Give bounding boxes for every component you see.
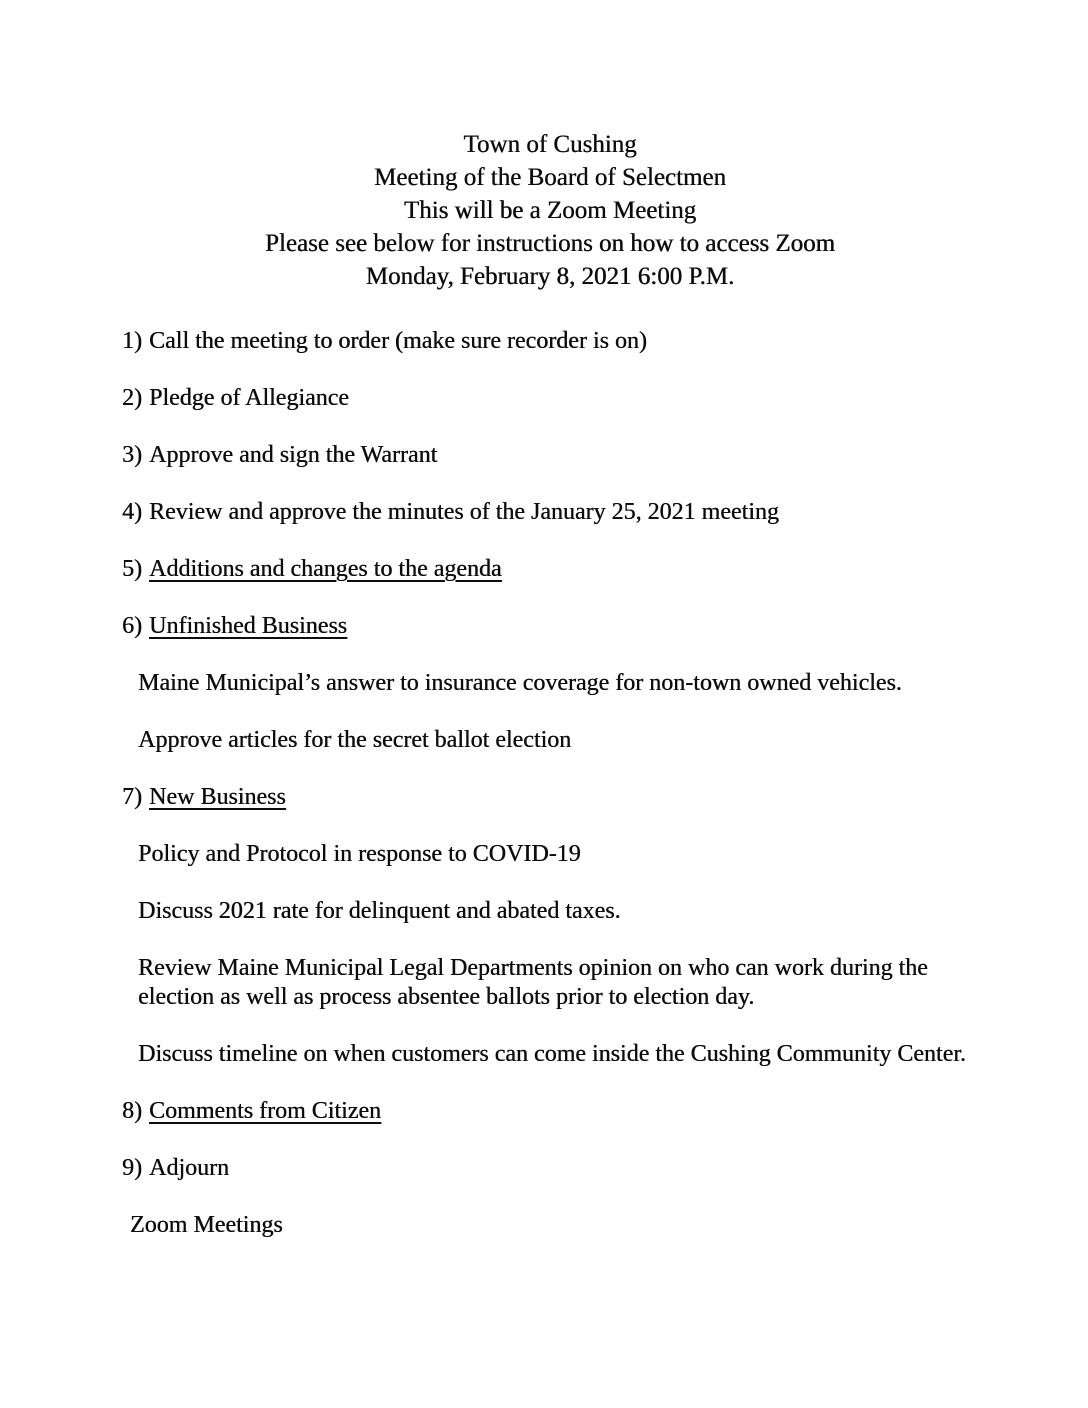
title-line-zoom-notice: This will be a Zoom Meeting xyxy=(403,197,697,224)
item-text: Approve articles for the secret ballot election xyxy=(138,727,572,753)
item-number: 7) xyxy=(122,784,142,810)
item-text-underlined: New Business xyxy=(149,784,286,810)
item-text: Review and approve the minutes of the January 25, 2021 meeting xyxy=(149,499,779,525)
item-text: Pledge of Allegiance xyxy=(149,385,349,411)
agenda-item-1 xyxy=(122,327,978,356)
item-text: Discuss timeline on when customers can come inside the Cushing Community Center. xyxy=(138,1041,966,1067)
item-number: 1) xyxy=(122,328,142,354)
agenda-item-8-comments xyxy=(122,1097,978,1126)
agenda-item-2 xyxy=(122,384,978,413)
item-text-underlined: Comments from Citizen xyxy=(149,1098,381,1124)
item-text: Maine Municipal’s answer to insurance coverage for non-town owned vehicles. xyxy=(138,670,902,696)
item-number: 4) xyxy=(122,499,142,525)
item-text: Policy and Protocol in response to COVID-19 xyxy=(138,841,581,867)
agenda-subitem-tax-rate xyxy=(122,897,978,926)
item-text: Adjourn xyxy=(149,1155,229,1181)
document-title-block xyxy=(122,128,978,293)
agenda-subitem-community-center xyxy=(122,1040,978,1069)
item-text: Approve and sign the Warrant xyxy=(149,442,438,468)
zoom-meetings-heading xyxy=(122,1211,978,1240)
agenda-item-5 xyxy=(122,555,978,584)
title-line-datetime: Monday, February 8, 2021 6:00 P.M. xyxy=(365,263,735,290)
agenda-item-3 xyxy=(122,441,978,470)
title-line-town: Town of Cushing xyxy=(463,131,637,158)
item-text-underlined: Unfinished Business xyxy=(149,613,347,639)
item-number: 9) xyxy=(122,1155,142,1181)
agenda-subitem-legal-opinion xyxy=(122,954,978,1012)
item-text: Zoom Meetings xyxy=(130,1212,283,1238)
item-text: Review Maine Municipal Legal Departments opinion on who can work during the election as well as process absentee ballots prior to election day. xyxy=(138,955,928,1010)
item-text-underlined: Additions and changes to the agenda xyxy=(149,556,502,582)
item-number: 2) xyxy=(122,385,142,411)
item-text: Discuss 2021 rate for delinquent and abated taxes. xyxy=(138,898,621,924)
agenda-item-4 xyxy=(122,498,978,527)
item-number: 5) xyxy=(122,556,142,582)
item-number: 8) xyxy=(122,1098,142,1124)
title-line-instructions: Please see below for instructions on how to access Zoom xyxy=(264,230,835,257)
item-text: Call the meeting to order (make sure recorder is on) xyxy=(149,328,647,354)
agenda-item-9-adjourn xyxy=(122,1154,978,1183)
item-number: 6) xyxy=(122,613,142,639)
item-number: 3) xyxy=(122,442,142,468)
agenda-list xyxy=(122,327,978,1240)
agenda-item-6-unfinished-business xyxy=(122,612,978,641)
agenda-subitem-covid-policy xyxy=(122,840,978,869)
agenda-subitem-ballot-articles xyxy=(122,726,978,755)
agenda-subitem-insurance xyxy=(122,669,978,698)
agenda-item-7-new-business xyxy=(122,783,978,812)
title-line-meeting: Meeting of the Board of Selectmen xyxy=(374,164,726,191)
